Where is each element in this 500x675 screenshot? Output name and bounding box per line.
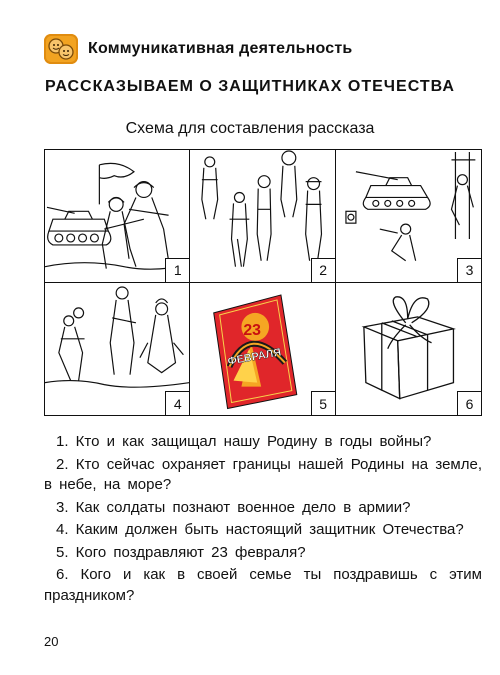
picture-cell-1 [45,150,190,283]
question-item: 2. Кто сейчас охраняет границы нашей Родины на земле, в небе, на море? [44,455,482,493]
picture-cell-4 [45,283,190,416]
picture-cell-2 [190,150,335,283]
picture-number: 5 [311,391,335,415]
picture-cell-6 [336,283,481,416]
picture-number: 6 [457,391,481,415]
question-item: 1. Кто и как защищал нашу Родину в годы войны? [56,433,432,450]
page-title: РАССКАЗЫВАЕМ О ЗАЩИТНИКАХ ОТЕЧЕСТВА [45,78,455,95]
page-number: 20 [44,634,59,649]
question-item: 4. Каким должен быть настоящий защитник Отечества? [56,521,464,538]
card-day: 23 [243,321,262,339]
picture-number: 4 [165,391,189,415]
picture-number: 3 [457,258,481,282]
picture-cell-3 [336,150,481,283]
question-item: 3. Как солдаты познают военное дело в армии? [56,498,411,516]
question-item: 6. Кого и как в своей семье ты поздравишь с этим праздником? [44,566,482,604]
card-month: ФЕВРАЛЯ [227,345,283,368]
questions-list [44,432,482,608]
section-header [44,34,352,64]
picture-number: 2 [311,258,335,282]
question-item: 5. Кого поздравляют 23 февраля? [56,543,306,561]
section-title: Коммуникативная деятельность [88,40,353,57]
picture-number: 1 [165,258,189,282]
picture-grid [44,149,482,416]
two-faces-icon [44,34,78,64]
page-subtitle: Схема для составления рассказа [125,120,375,137]
picture-cell-5 [190,283,335,416]
